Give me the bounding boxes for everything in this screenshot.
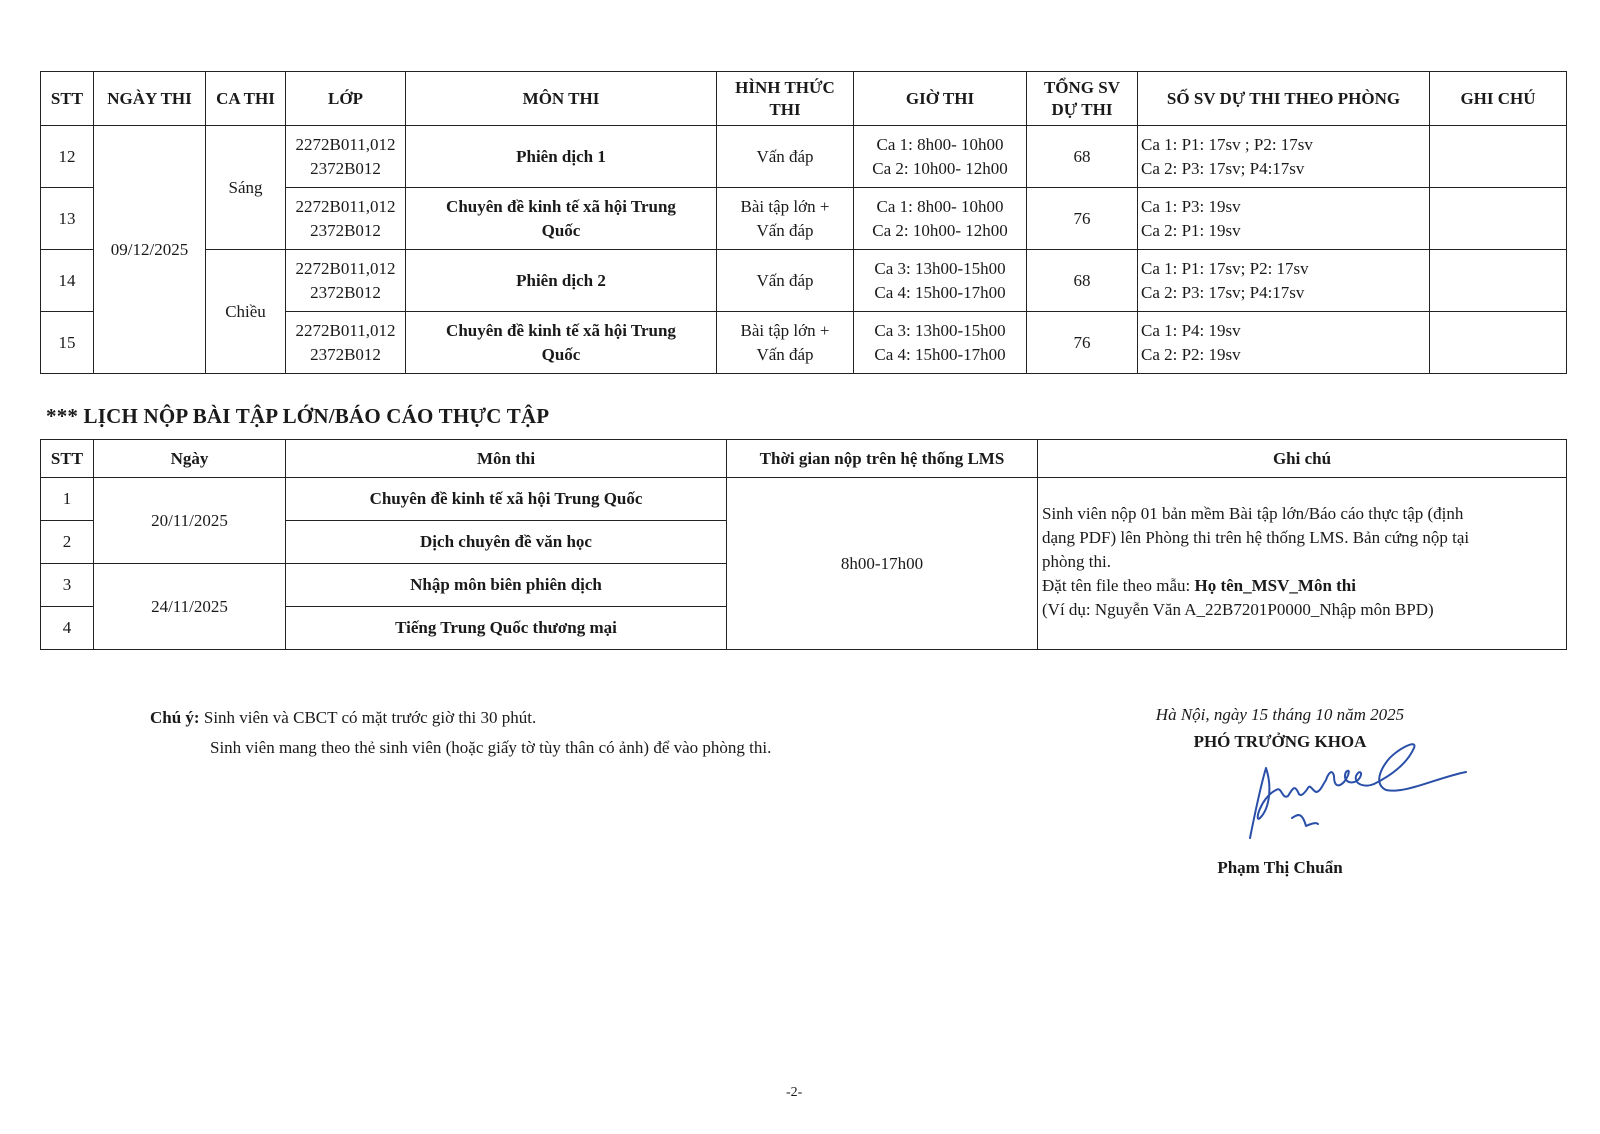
handwritten-signature [1246,738,1486,848]
total-cell: 68 [1027,126,1138,188]
form-cell: Bài tập lớn + Vấn đáp [717,312,854,374]
subject-cell: Phiên dịch 1 [406,126,717,188]
submit-time-cell: 8h00-17h00 [727,478,1038,650]
submit-subject-cell: Nhập môn biên phiên dịch [286,564,727,607]
table-row [41,126,1567,188]
notice-label: Chú ý: [150,708,200,727]
submit-subject-cell: Dịch chuyên đề văn học [286,521,727,564]
table-row [41,250,1567,312]
submit-subject-cell: Tiếng Trung Quốc thương mại [286,607,727,650]
notice-line-2: Sinh viên mang theo thẻ sinh viên (hoặc giấy tờ tùy thân có ảnh) để vào phòng thi. [210,738,772,757]
submit-header-note: Ghi chú [1038,440,1567,478]
time-cell: Ca 1: 8h00- 10h00 Ca 2: 10h00- 12h00 [854,188,1027,250]
stt-cell: 14 [41,250,94,312]
form-cell: Vấn đáp [717,250,854,312]
form-cell: Bài tập lớn + Vấn đáp [717,188,854,250]
header-subject: MÔN THI [406,72,717,126]
submit-header-date: Ngày [94,440,286,478]
header-class: LỚP [286,72,406,126]
stt-cell: 1 [41,478,94,521]
exam-header-row [41,72,1567,126]
class-cell: 2272B011,012 2372B012 [286,312,406,374]
time-cell: Ca 1: 8h00- 10h00 Ca 2: 10h00- 12h00 [854,126,1027,188]
exam-schedule-table [40,71,1567,374]
total-cell: 76 [1027,188,1138,250]
header-note: GHI CHÚ [1430,72,1567,126]
submit-date-cell: 20/11/2025 [94,478,286,564]
submit-header-subject: Môn thi [286,440,727,478]
class-cell: 2272B011,012 2372B012 [286,126,406,188]
signature-strokes [1250,744,1466,838]
header-date: NGÀY THI [94,72,206,126]
submit-header-row [41,440,1567,478]
stt-cell: 3 [41,564,94,607]
submit-date-cell: 24/11/2025 [94,564,286,650]
rooms-cell: Ca 1: P1: 17sv ; P2: 17sv Ca 2: P3: 17sv; P4:17sv [1138,126,1430,188]
stt-cell: 12 [41,126,94,188]
notice [150,703,771,763]
note-cell [1430,188,1567,250]
stt-cell: 15 [41,312,94,374]
rooms-cell: Ca 1: P1: 17sv; P2: 17sv Ca 2: P3: 17sv; P4:17sv [1138,250,1430,312]
header-shift: CA THI [206,72,286,126]
signature-name: Phạm Thị Chuẩn [1217,858,1343,877]
signature-title: PHÓ TRƯỞNG KHOA [1193,732,1367,751]
total-cell: 68 [1027,250,1138,312]
note-cell [1430,312,1567,374]
page-number: -2- [786,1085,803,1100]
stt-cell: 2 [41,521,94,564]
shift-cell-morning: Sáng [206,126,286,250]
rooms-cell: Ca 1: P4: 19sv Ca 2: P2: 19sv [1138,312,1430,374]
stt-cell: 4 [41,607,94,650]
header-rooms: SỐ SV DỰ THI THEO PHÒNG [1138,72,1430,126]
date-cell: 09/12/2025 [94,126,206,374]
table-row [41,478,1567,521]
note-cell [1430,126,1567,188]
submit-header-time: Thời gian nộp trên hệ thống LMS [727,440,1038,478]
subject-cell: Chuyên đề kinh tế xã hội Trung Quốc [406,312,717,374]
header-total: TỔNG SV DỰ THI [1027,72,1138,126]
submit-subject-cell: Chuyên đề kinh tế xã hội Trung Quốc [286,478,727,521]
header-stt: STT [41,72,94,126]
header-time: GIỜ THI [854,72,1027,126]
stt-cell: 13 [41,188,94,250]
section-title: *** LỊCH NỘP BÀI TẬP LỚN/BÁO CÁO THỰC TẬP [46,404,550,428]
time-cell: Ca 3: 13h00-15h00 Ca 4: 15h00-17h00 [854,250,1027,312]
header-form: HÌNH THỨC THI [717,72,854,126]
form-cell: Vấn đáp [717,126,854,188]
signature-date: Hà Nội, ngày 15 tháng 10 năm 2025 [1155,705,1405,724]
class-cell: 2272B011,012 2372B012 [286,250,406,312]
submit-note-cell: Sinh viên nộp 01 bản mềm Bài tập lớn/Báo cáo thực tập (định dạng PDF) lên Phòng thi trên hệ thống LMS. Bản cứng nộp tại phòng thi. Đặt tên file theo mẫu: Họ tên_MSV_Môn thi (Ví dụ: Nguyễn Văn A_22B7201P0000_Nhập môn BPD) [1038,478,1567,650]
notice-line-1: Chú ý: Sinh viên và CBCT có mặt trước giờ thi 30 phút. [150,708,537,727]
rooms-cell: Ca 1: P3: 19sv Ca 2: P1: 19sv [1138,188,1430,250]
total-cell: 76 [1027,312,1138,374]
note-cell [1430,250,1567,312]
subject-cell: Phiên dịch 2 [406,250,717,312]
submit-header-stt: STT [41,440,94,478]
subject-cell: Chuyên đề kinh tế xã hội Trung Quốc [406,188,717,250]
submission-schedule-table [40,439,1567,650]
class-cell: 2272B011,012 2372B012 [286,188,406,250]
shift-cell-afternoon: Chiều [206,250,286,374]
time-cell: Ca 3: 13h00-15h00 Ca 4: 15h00-17h00 [854,312,1027,374]
